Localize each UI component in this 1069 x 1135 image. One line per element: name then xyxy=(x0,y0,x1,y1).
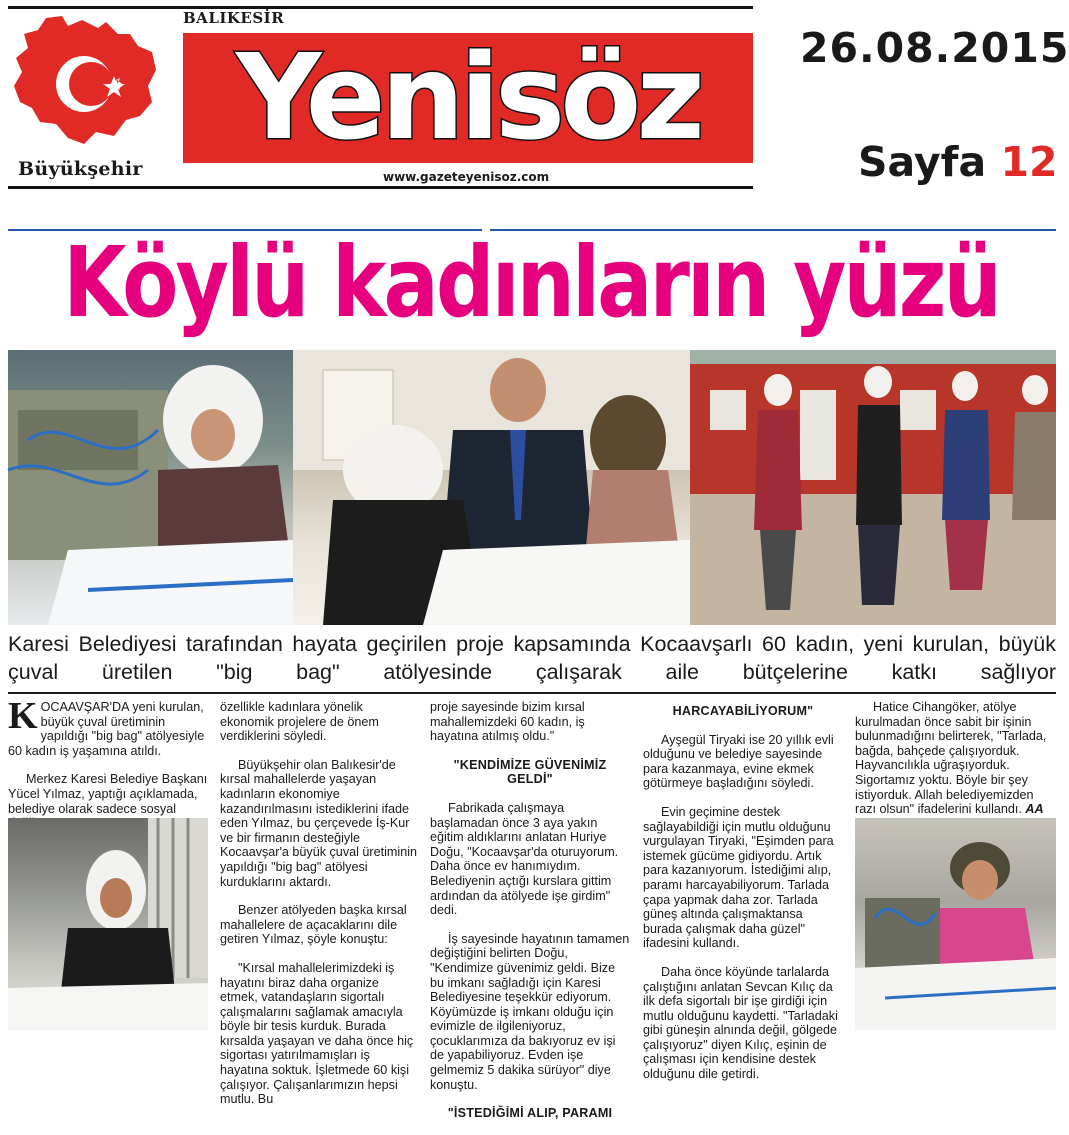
worker-portrait-photo xyxy=(8,818,208,1030)
paragraph-text: Hatice Cihangöker, atölye kurulmadan önce sabit bir işinin bulunmadığını belirterek, "Tarlada, bağda, bahçede çalışıyorduk. Hayvancılıkla uğraşıyorduk. Sigortamız yoktu. Böyle bir şey istiyorduk. Allah belediyemizden razı olsun" ifadelerini kullandı. xyxy=(855,700,1047,817)
masthead-subtitle: Büyükşehir xyxy=(18,158,143,180)
article-paragraph: proje sayesinde bizim kırsal mahallemizdeki 60 kadın, iş hayatına atılmış oldu." xyxy=(430,700,585,744)
page-number: 12 xyxy=(1000,138,1058,186)
mayor-visit-illustration xyxy=(293,350,690,625)
sewing-worker-illustration xyxy=(8,350,293,625)
article-paragraph: Fabrikada çalışmaya başlamadan önce 3 aya yakın eğitim aldıklarını anlatan Huriye Doğu, "Kocaavşar'da oturuyorum. Daha önce ev hanımıydım. Belediyenin açtığı kurslara gittim ardından da atölyede işe girdim" dedi. xyxy=(430,800,619,918)
article-paragraph: Merkez Karesi Belediye Başkanı Yücel Yılmaz, yaptığı açıklamada, belediye olarak sadece sosyal xyxy=(8,772,208,816)
page-label: Sayfa xyxy=(858,138,987,186)
masthead xyxy=(0,0,1069,225)
drop-cap: K xyxy=(8,695,38,737)
masthead-bottom-rule xyxy=(8,186,753,189)
masthead-top-rule xyxy=(8,6,753,9)
news-agency-signature: AA xyxy=(1025,802,1044,817)
article-column-3 xyxy=(430,700,630,1135)
article-column-5 xyxy=(855,700,1055,831)
mayor-visit-photo xyxy=(293,350,690,625)
paragraph-text: OCAAVŞAR'DA yeni kurulan, büyük çuval üretiminin yapıldığı "big bag" atölyesiyle 60 kadın iş yaşamına atıldı. xyxy=(8,700,205,758)
article-paragraph xyxy=(8,695,208,758)
worker-portrait-illustration xyxy=(8,818,208,1030)
subheading: "KENDİMİZE GÜVENİMİZ GELDİ" xyxy=(453,757,607,787)
article-paragraph: özellikle kadınlara yönelik ekonomik projelere de önem verdiklerini söyledi. xyxy=(220,700,379,744)
page-reference xyxy=(858,138,1058,186)
brand-box xyxy=(183,28,753,166)
article-paragraph xyxy=(855,700,1055,817)
women-walking-illustration xyxy=(690,350,1056,625)
article-paragraph: Daha önce köyünde tarlalarda çalıştığını anlatan Sevcan Kılıç da ilk defa sigortalı bir işe girdiği için mutlu olduğunu kaydetti. "Tarladaki gibi güneşin alnında değil, gölgede çalışıyoruz" diyen Kılıç, eşinin de çalışması için kendisine destek olduğunu dile getirdi. xyxy=(643,964,838,1082)
deck-rule xyxy=(8,692,1056,694)
article-paragraph: Benzer atölyeden başka kırsal mahallelere de açacaklarını dile getiren Yılmaz, şöyle konuştu: xyxy=(220,903,407,947)
photo-strip xyxy=(8,350,1056,625)
article-paragraph: Evin geçimine destek sağlayabildiği için mutlu olduğunu vurgulayan Tiryaki, "Eşimden para istemek gücüme gidiyordu. Artık para kazanıyorum. İstediğimi alıp, paramı harcayabiliyorum. Tarlada çapa yapmak daha zor. Tarlada güneş altında çalışmaktansa burada çalışmak daha güzel" ifadesini kullandı. xyxy=(643,804,834,951)
article-paragraph: İş sayesinde hayatının tamamen değiştiğini belirten Doğu, "Kendimize güvenimiz geldi. Bize bu imkanı sağladığı için Karesi Belediyesine teşekkür ediyorum. Köyümüzde iş imkanı olduğu için evimizle de ilgileniyoruz, çocuklarımıza da bakıyoruz ev işi de yapabiliyoruz. Evden işe gelmemiz 5 dakika sürüyor" diye konuştu. xyxy=(430,931,630,1092)
balikesir-map-flag-icon xyxy=(10,12,160,152)
website-url: www.gazeteyenisoz.com xyxy=(383,170,550,184)
newspaper-name: Yenisöz xyxy=(235,28,701,166)
sewing-worker-photo xyxy=(8,350,293,625)
article-headline: Köylü kadınların yüzü xyxy=(63,227,999,340)
sewing-machine-worker-illustration xyxy=(855,818,1056,1030)
article-paragraph: Ayşegül Tiryaki ise 20 yıllık evli olduğunu ve belediye sayesinde para kazanmaya, evine ekmek götürmeye başladığını söyledi. xyxy=(643,732,834,791)
women-walking-photo xyxy=(690,350,1056,625)
sewing-machine-worker-photo xyxy=(855,818,1056,1030)
article-column-4 xyxy=(643,700,843,1096)
subheading: "İSTEDİĞİMİ ALIP, PARAMI xyxy=(447,1106,613,1121)
article-paragraph: "Kırsal mahallelerimizdeki iş hayatını biraz daha organize etmek, vatandaşların sigortalı çalışmalarını sağlamak amacıyla böyle bir tesis kurduk. Burada kırsalda yaşayan ve daha önce hiç sigortası yatırılmamışları iş hayatına soktuk. İşletmede 60 kişi çalışıyor. Çalışanlarımızın hepsi mutlu. Bu xyxy=(220,960,414,1107)
subheading: HARCAYABİLİYORUM" xyxy=(672,704,814,718)
article-column-2 xyxy=(220,700,420,1121)
article-paragraph: Büyükşehir olan Balıkesir'de kırsal mahallelerde yaşayan kadınların ekonomiye kazandırılmasını istediklerini ifade eden Yılmaz, bu çerçevede İş-Kur ve bir firmanın desteğiyle Kocaavşar'a büyük çuval üretiminin yapıldığı "big bag" atölyesi kurduklarını aktardı. xyxy=(220,757,418,889)
region-label: BALIKESİR xyxy=(183,9,285,27)
article-deck: Karesi Belediyesi tarafından hayata geçirilen proje kapsamında Kocaavşarlı 60 kadın, yeni kurulan, büyük çuval üretilen "big bag" atölyesinde çalışarak aile bütçelerine katkı sağlıyor xyxy=(8,632,1056,684)
issue-date: 26.08.2015 xyxy=(800,24,1069,72)
